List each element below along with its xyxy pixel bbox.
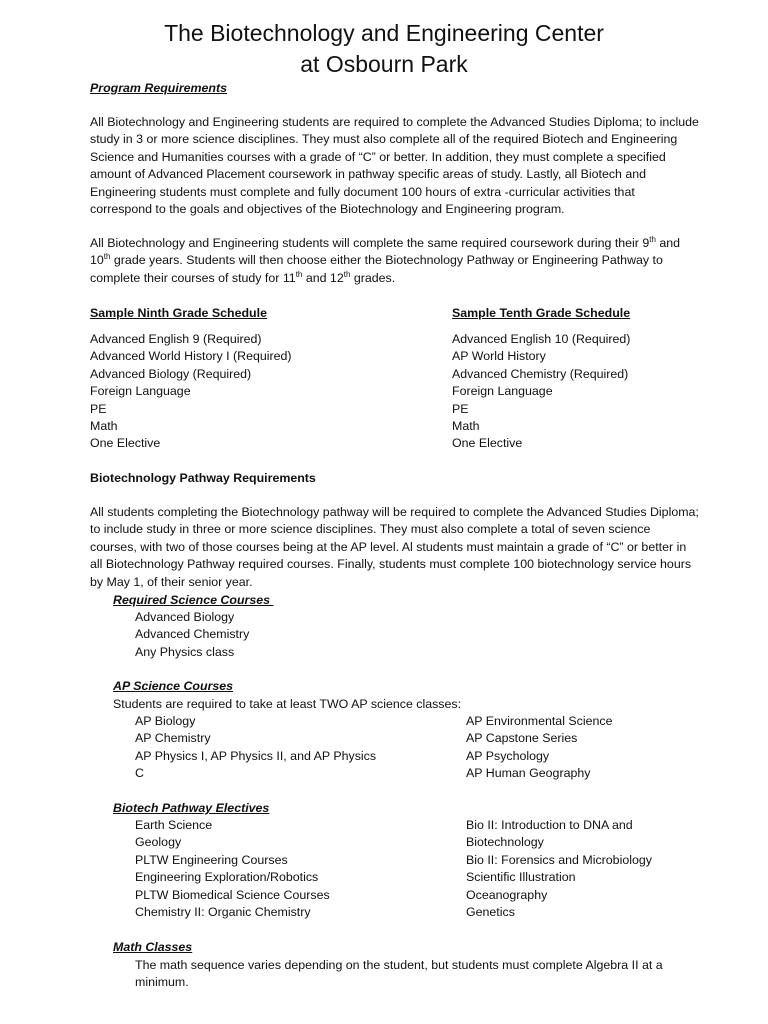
- ninth-grade-heading: Sample Ninth Grade Schedule: [90, 306, 267, 320]
- list-item: PE: [452, 401, 469, 416]
- list-item: Earth Science: [135, 818, 213, 832]
- para2-text-e: grades.: [350, 270, 396, 285]
- para2-sup-4: th: [343, 269, 351, 279]
- title-line-2: at Osbourn Park: [300, 51, 468, 77]
- required-science-heading: Required Science Courses: [113, 593, 274, 607]
- ap-science-heading: AP Science Courses: [113, 679, 234, 693]
- list-item: AP Human Geography: [466, 766, 591, 781]
- list-item: Advanced English 10 (Required): [452, 332, 631, 346]
- list-item: AP Environmental Science: [466, 714, 613, 728]
- list-item: AP Physics I, AP Physics II, and AP Physics: [135, 748, 377, 763]
- para2-text-c: grade years. Students will then choose either the Biotechnology Pathway or Engineering Pathway to complete their courses of study for 11: [90, 253, 663, 285]
- list-item: Advanced Chemistry (Required): [452, 366, 629, 381]
- math-classes-heading: Math Classes: [113, 940, 193, 954]
- program-requirements-paragraph-2: [90, 235, 700, 287]
- list-item: AP Psychology: [466, 748, 550, 763]
- list-item: PLTW Engineering Courses: [135, 852, 288, 867]
- electives-right-list: [466, 817, 652, 921]
- document-title: [0, 18, 768, 80]
- list-item: AP Biology: [135, 714, 196, 728]
- ap-science-left-list: [135, 713, 376, 783]
- list-item: Advanced Biology: [135, 610, 235, 624]
- list-item: One Elective: [90, 436, 161, 451]
- list-item: Genetics: [466, 904, 515, 919]
- list-item: C: [135, 766, 144, 781]
- list-item: Bio II: Forensics and Microbiology: [466, 852, 652, 867]
- program-requirements-heading: Program Requirements: [90, 81, 228, 95]
- tenth-grade-heading: Sample Tenth Grade Schedule: [452, 306, 631, 320]
- para2-sup-1: th: [649, 234, 656, 244]
- biotech-pathway-heading: Biotechnology Pathway Requirements: [90, 471, 316, 485]
- list-item: Oceanography: [466, 887, 548, 902]
- biotech-pathway-paragraph: All students completing the Biotechnology pathway will be required to complete the Advanced Studies Diploma; to include study in three or more science disciplines. They must also complete a total of seven science courses, with two of those courses being at the AP level. Al students must maintain a grade of “C” or better in all Biotechnology Pathway required courses. Finally, students must complete 100 biotechnology service hours by May 1, of their senior year.: [90, 505, 699, 589]
- ap-science-intro: Students are required to take at least TWO AP science classes:: [113, 697, 462, 711]
- para2-sup-3: th: [295, 269, 303, 279]
- list-item: AP World History: [452, 349, 546, 364]
- list-item: Bio II: Introduction to DNA and: [466, 818, 633, 832]
- list-item: Math: [452, 418, 480, 433]
- list-item: Advanced World History I (Required): [90, 349, 292, 364]
- list-item: AP Capstone Series: [466, 731, 578, 746]
- list-item: Engineering Exploration/Robotics: [135, 870, 319, 885]
- list-item: Foreign Language: [90, 384, 191, 399]
- electives-left-list: [135, 817, 330, 921]
- para2-text-d: and 12: [302, 270, 344, 285]
- list-item: Chemistry II: Organic Chemistry: [135, 904, 311, 919]
- para2-text-b: and 10: [90, 236, 681, 268]
- list-item: AP Chemistry: [135, 731, 211, 746]
- program-requirements-paragraph-1: All Biotechnology and Engineering students are required to complete the Advanced Studies Diploma; to include study in 3 or more science disciplines. They must also complete all of the required Biotech and Engineering Science and Humanities courses with a grade of “C” or better. In addition, they must complete a specified amount of Advanced Placement coursework in pathway specific areas of study. Lastly, all Biotech and Engineering students must complete and fully document 100 hours of extra -curricular activities that correspond to the goals and objectives of the Biotechnology and Engineering program.: [90, 115, 699, 217]
- list-item: PLTW Biomedical Science Courses: [135, 887, 330, 902]
- ap-science-right-list: [466, 713, 612, 783]
- list-item: Scientific Illustration: [466, 870, 576, 885]
- required-science-list: [135, 609, 249, 661]
- list-item: Foreign Language: [452, 384, 553, 399]
- list-item: Any Physics class: [135, 644, 235, 659]
- list-item: PE: [90, 401, 107, 416]
- list-item: One Elective: [452, 436, 523, 451]
- list-item: Advanced Biology (Required): [90, 366, 252, 381]
- tenth-grade-list: [452, 331, 630, 453]
- list-item: Advanced English 9 (Required): [90, 332, 262, 346]
- math-classes-text: The math sequence varies depending on the student, but students must complete Algebra II at a minimum.: [135, 958, 663, 990]
- list-item: Math: [90, 418, 118, 433]
- electives-heading: Biotech Pathway Electives: [113, 801, 270, 815]
- list-item: Biotechnology: [466, 835, 544, 850]
- list-item: Advanced Chemistry: [135, 627, 250, 642]
- para2-sup-2: th: [103, 252, 111, 262]
- ninth-grade-list: [90, 331, 292, 453]
- para2-text-a: All Biotechnology and Engineering students will complete the same required coursework during their 9: [90, 236, 650, 250]
- list-item: Geology: [135, 835, 182, 850]
- title-line-1: The Biotechnology and Engineering Center: [164, 20, 604, 46]
